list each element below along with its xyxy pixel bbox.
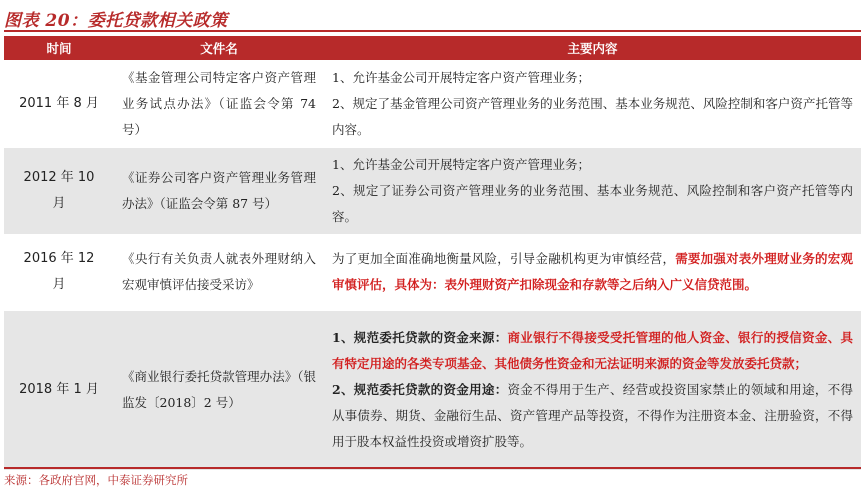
row-time: 2012 年 10 月 bbox=[4, 147, 114, 234]
table-row bbox=[4, 234, 861, 310]
content-paragraph bbox=[332, 325, 853, 377]
content-normal-text: 资金不得用于生产、经营或投资国家禁止的领域和用途，不得从事债券、期货、金融衍生品、资产管理产品等投资，不得作为注册资本金、注册验资，不得用于股本权益性投资或增资扩股等。 bbox=[332, 382, 853, 450]
row-doc: 《商业银行委托贷款管理办法》（银监发〔2018〕2 号） bbox=[114, 310, 324, 470]
figure-title-bar bbox=[4, 4, 861, 32]
paragraph-heading: 2、规范委托贷款的资金用途： bbox=[332, 382, 508, 398]
header-content: 主要内容 bbox=[324, 36, 861, 60]
row-content bbox=[324, 60, 861, 147]
content-line: 1、允许基金公司开展特定客户资产管理业务； bbox=[332, 156, 590, 172]
table-row bbox=[4, 60, 861, 147]
content-highlight-text: 商业银行不得接受受托管理的他人资金、银行的授信资金、具有特定用途的各类专项基金、其他债务性资金和无法证明来源的资金等发放委托贷款； bbox=[332, 330, 853, 372]
table-header-row bbox=[4, 36, 861, 60]
row-content bbox=[324, 310, 861, 470]
table-row bbox=[4, 147, 861, 234]
content-line: 1、允许基金公司开展特定客户资产管理业务； bbox=[332, 69, 590, 85]
row-time: 2011 年 8 月 bbox=[4, 60, 114, 147]
row-time: 2016 年 12 月 bbox=[4, 234, 114, 310]
paragraph-heading: 1、规范委托贷款的资金来源： bbox=[332, 330, 508, 346]
content-highlight-text: 需要加强对表外理财业务的宏观审慎评估，具体为：表外理财资产扣除现金和存款等之后纳入广义信贷范围。 bbox=[332, 251, 853, 292]
header-time: 时间 bbox=[4, 36, 114, 60]
row-doc: 《央行有关负责人就表外理财纳入宏观审慎评估接受采访》 bbox=[114, 234, 324, 310]
row-content bbox=[324, 147, 861, 234]
row-content bbox=[324, 234, 861, 310]
policy-table bbox=[4, 36, 861, 470]
content-line: 2、规定了基金管理公司资产管理业务的业务范围、基本业务规范、风险控制和客户资产托管等内容。 bbox=[332, 95, 853, 137]
table-row bbox=[4, 310, 861, 470]
row-time: 2018 年 1 月 bbox=[4, 310, 114, 470]
content-paragraph bbox=[332, 377, 853, 455]
row-doc: 《基金管理公司特定客户资产管理业务试点办法》（证监会令第 74 号） bbox=[114, 60, 324, 147]
header-doc: 文件名 bbox=[114, 36, 324, 60]
content-normal-text: 为了更加全面准确地衡量风险，引导金融机构更为审慎经营， bbox=[332, 251, 676, 266]
figure-title: 图表 20：委托贷款相关政策 bbox=[4, 11, 228, 31]
row-doc: 《证券公司客户资产管理业务管理办法》（证监会令第 87 号） bbox=[114, 147, 324, 234]
content-line: 2、规定了证券公司资产管理业务的业务范围、基本业务规范、风险控制和客户资产托管等内容。 bbox=[332, 182, 853, 224]
source-note: 来源：各政府官网，中泰证券研究所 bbox=[4, 467, 861, 488]
